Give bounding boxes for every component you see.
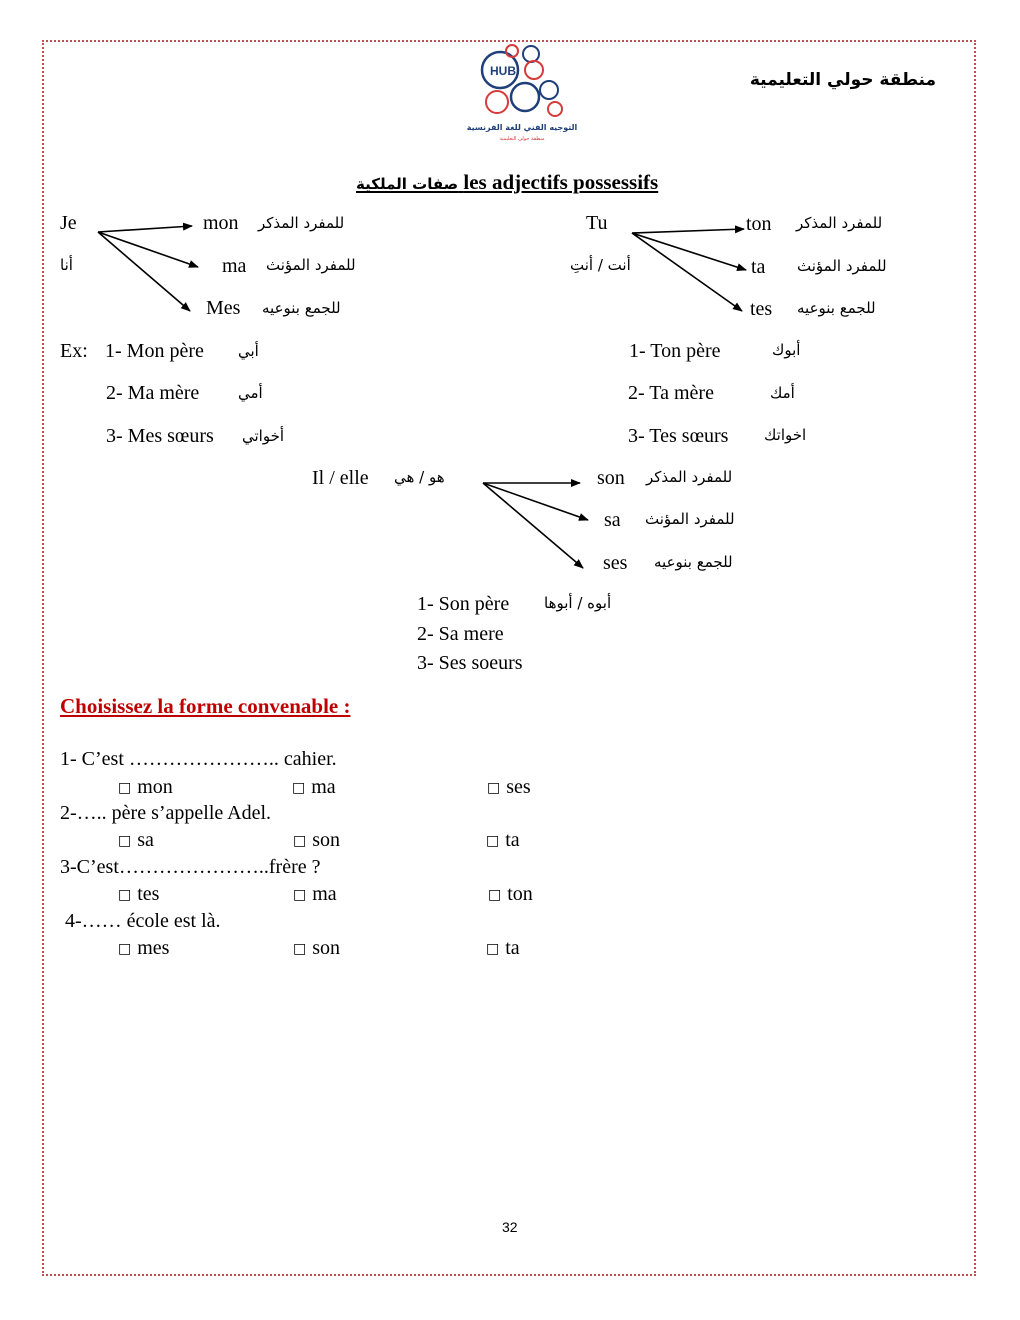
example-tu-2: 2- Ta mère (628, 382, 714, 404)
exercise-heading: Choisissez la forme convenable : (60, 694, 351, 718)
checkbox-icon: □ (486, 833, 500, 849)
arrow-tu-ta (632, 233, 746, 270)
example-tu-2-ar: أمك (770, 384, 795, 402)
form-ta: ta (751, 256, 766, 278)
form-tes: tes (750, 298, 773, 320)
option-q3-ton[interactable]: □ ton (488, 883, 533, 905)
example-je-3-ar: أخواتي (242, 427, 285, 445)
title-french: les adjectifs possessifs (463, 170, 659, 194)
arrow-tu-ton (632, 229, 744, 233)
example-tu-3-ar: اخواتك (764, 426, 807, 444)
form-sa: sa (604, 509, 621, 531)
question-2: 2-….. père s’appelle Adel. (60, 802, 272, 824)
arrow-tu-tes (632, 233, 742, 311)
example-tu-1-ar: أبوك (772, 341, 801, 359)
option-q3-tes[interactable]: □ tes (118, 883, 160, 905)
example-il-1: 1- Son père (417, 593, 510, 615)
form-ma: ma (222, 255, 247, 277)
option-q4-ta[interactable]: □ ta (486, 937, 520, 959)
checkbox-icon: □ (293, 887, 307, 903)
org-name: منطقة حولي التعليمية (749, 70, 936, 90)
form-ta-note: للمفرد المؤنث (797, 257, 887, 275)
form-ses: ses (603, 552, 628, 574)
checkbox-icon: □ (486, 941, 500, 957)
form-ton-note: للمفرد المذكر (796, 214, 883, 232)
title-arabic: صفات الملكية (356, 175, 459, 193)
checkbox-icon: □ (293, 833, 307, 849)
checkbox-icon: □ (118, 887, 132, 903)
pronoun-je-ar: أنا (60, 256, 73, 274)
pronoun-il: Il / elle (312, 467, 369, 489)
option-q2-ta[interactable]: □ ta (486, 829, 520, 851)
form-sa-note: للمفرد المؤنث (645, 510, 735, 528)
pronoun-tu: Tu (586, 212, 608, 234)
form-son-note: للمفرد المذكر (646, 468, 733, 486)
checkbox-icon: □ (488, 887, 502, 903)
option-q3-ma[interactable]: □ ma (293, 883, 337, 905)
form-ma-note: للمفرد المؤنث (266, 256, 356, 274)
option-q1-ma[interactable]: □ ma (292, 776, 336, 798)
option-q4-mes[interactable]: □ mes (118, 937, 170, 959)
page-number: 32 (502, 1219, 518, 1235)
examples-label: Ex: (60, 340, 88, 362)
example-je-1: 1- Mon père (105, 340, 204, 362)
option-q2-sa[interactable]: □ sa (118, 829, 154, 851)
example-tu-3: 3- Tes sœurs (628, 425, 729, 447)
form-mes-note: للجمع بنوعيه (262, 299, 341, 317)
question-4: 4-…… école est là. (60, 910, 221, 932)
example-je-1-ar: أبي (238, 342, 259, 360)
arrow-il-sa (483, 483, 588, 520)
form-mes: Mes (206, 297, 241, 319)
logo-brand: HUB (490, 64, 516, 78)
option-q1-ses[interactable]: □ ses (487, 776, 531, 798)
example-je-3: 3- Mes sœurs (106, 425, 214, 447)
checkbox-icon: □ (292, 780, 306, 796)
pronoun-tu-ar: أنت / أنتِ (570, 256, 631, 274)
form-mon: mon (203, 212, 239, 234)
example-je-2-ar: أمي (238, 384, 263, 402)
checkbox-icon: □ (118, 833, 132, 849)
logo-subcaption: منطقة حولي التعليمية (499, 136, 545, 142)
checkbox-icon: □ (293, 941, 307, 957)
logo-caption: التوجيه الفني للغة الفرنسية (466, 123, 578, 132)
form-ses-note: للجمع بنوعيه (654, 553, 733, 571)
arrow-il-ses (483, 483, 583, 568)
pronoun-je: Je (60, 212, 77, 234)
arrow-je-mes (98, 232, 190, 311)
arrow-je-ma (98, 232, 198, 267)
form-son: son (597, 467, 625, 489)
example-tu-1: 1- Ton père (629, 340, 721, 362)
form-ton: ton (746, 213, 772, 235)
pronoun-il-ar: هو / هي (394, 468, 445, 486)
example-il-3: 3- Ses soeurs (417, 652, 523, 674)
form-mon-note: للمفرد المذكر (258, 214, 345, 232)
checkbox-icon: □ (487, 780, 501, 796)
question-1: 1- C’est ………………….. cahier. (60, 748, 337, 770)
option-q4-son[interactable]: □ son (293, 937, 341, 959)
example-il-2: 2- Sa mere (417, 623, 504, 645)
checkbox-icon: □ (118, 780, 132, 796)
question-3: 3-C’est…………………..frère ? (60, 856, 321, 878)
checkbox-icon: □ (118, 941, 132, 957)
example-il-1-ar: أبوه / أبوها (544, 594, 612, 612)
option-q2-son[interactable]: □ son (293, 829, 341, 851)
arrow-je-mon (98, 226, 192, 232)
example-je-2: 2- Ma mère (106, 382, 200, 404)
option-q1-mon[interactable]: □ mon (118, 776, 173, 798)
form-tes-note: للجمع بنوعيه (797, 299, 876, 317)
